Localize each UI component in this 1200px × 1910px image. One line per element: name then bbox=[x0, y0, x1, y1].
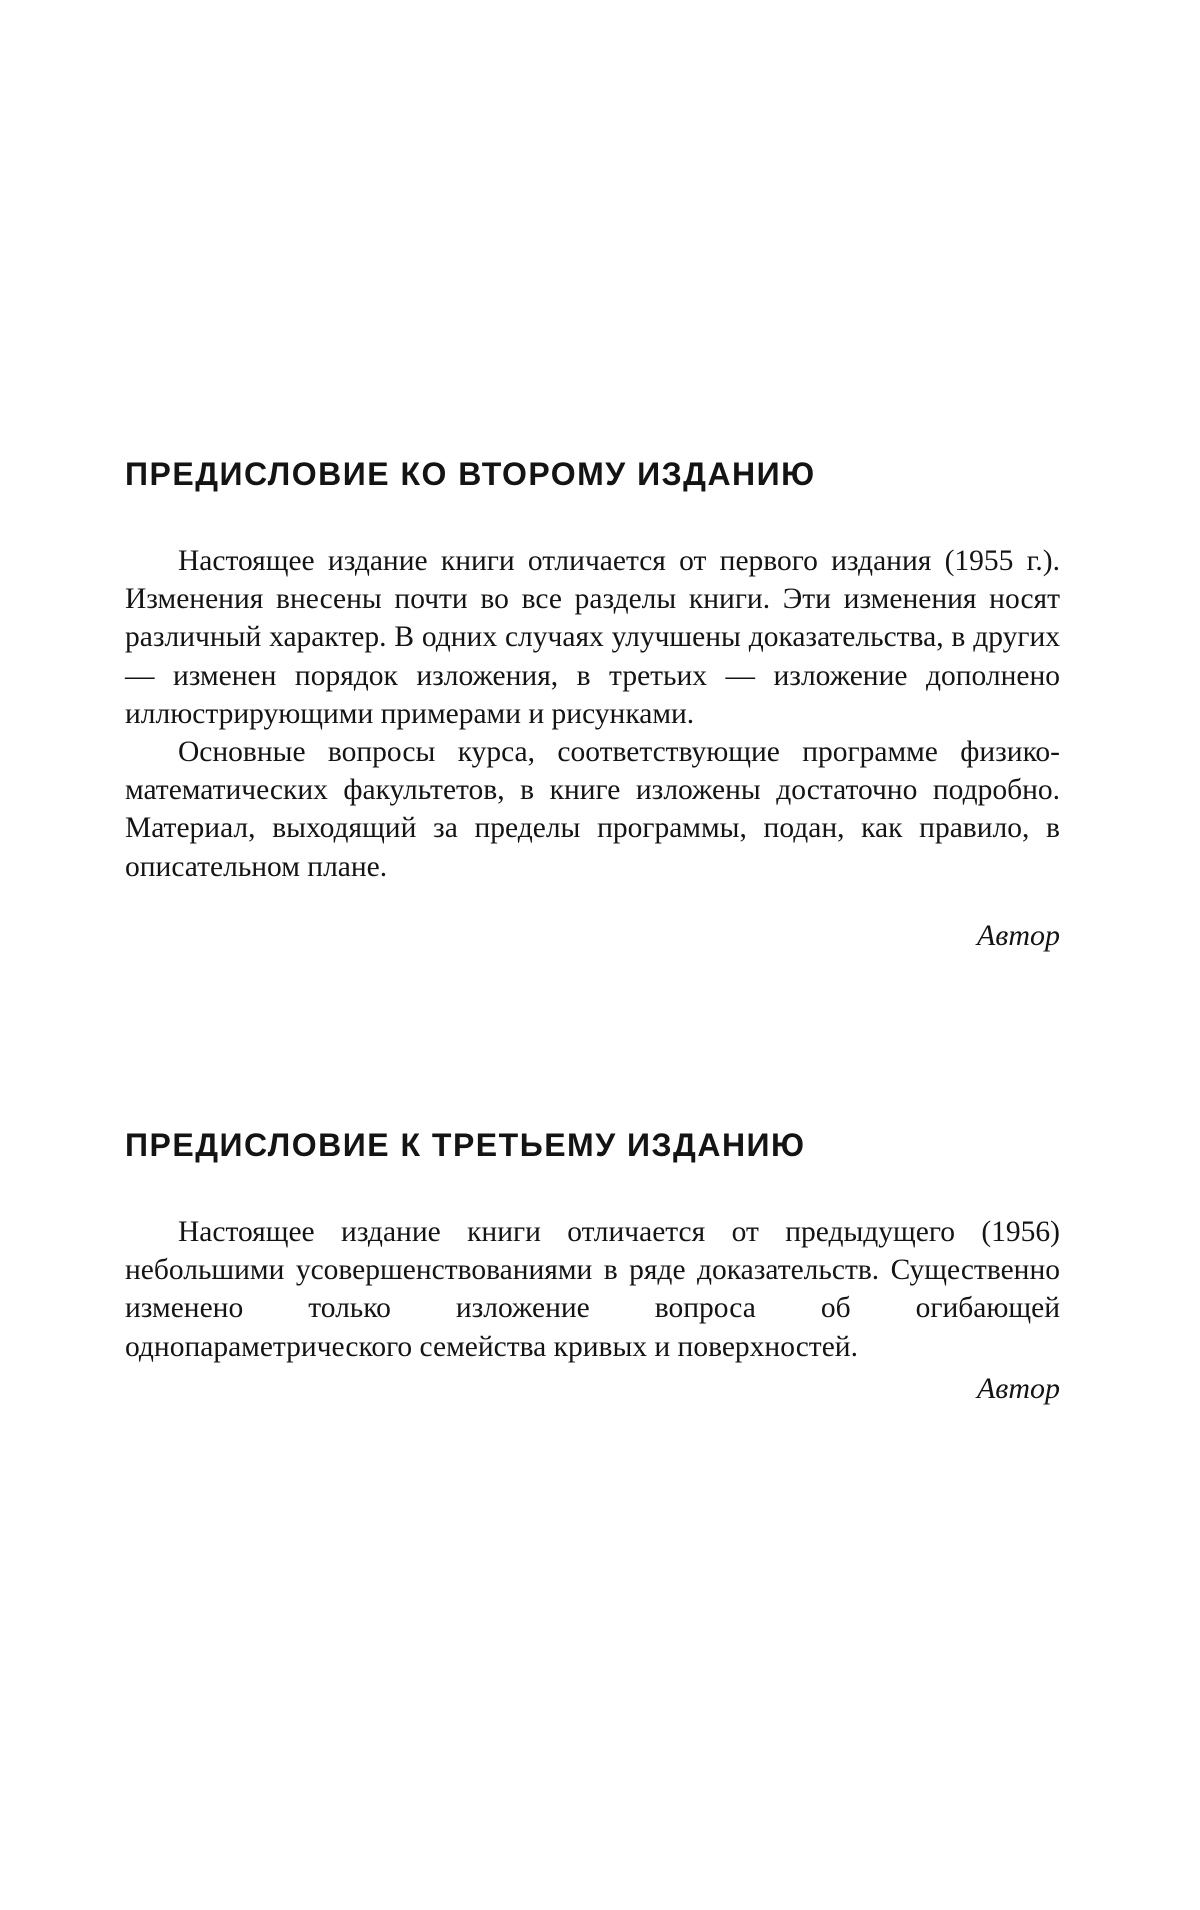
paragraph: Основные вопросы курса, соответствующие программе физико-математических факультетов, в книге изложены достаточно подробно. Материал, выходящий за пределы программы, подан, как правило, в описательном плане. bbox=[125, 736, 1060, 883]
author-signature: Автор bbox=[976, 1371, 1060, 1405]
section-heading: ПРЕДИСЛОВИЕ К ТРЕТЬЕМУ ИЗДАНИЮ bbox=[125, 1127, 806, 1163]
paragraph: Настоящее издание книги отличается от предыдущего (1956) небольшими усовершенствованиями в ряде доказательств. Существенно изменено только изложение вопроса об огибающей однопараметрического семейства кривых и поверхностей. bbox=[125, 1216, 1060, 1363]
section-heading: ПРЕДИСЛОВИЕ КО ВТОРОМУ ИЗДАНИЮ bbox=[125, 456, 816, 492]
paragraph: Настоящее издание книги отличается от первого издания (1955 г.). Изменения внесены почти во все разделы книги. Эти изменения носят различный характер. В одних случаях улучшены доказательства, в других — изменен порядок изложения, в третьих — изложение дополнено иллюстрирующими примерами и рисунками. bbox=[125, 545, 1060, 730]
preface-third-edition bbox=[125, 1123, 1060, 1409]
preface-second-edition bbox=[125, 452, 1060, 956]
author-signature: Автор bbox=[976, 918, 1060, 952]
